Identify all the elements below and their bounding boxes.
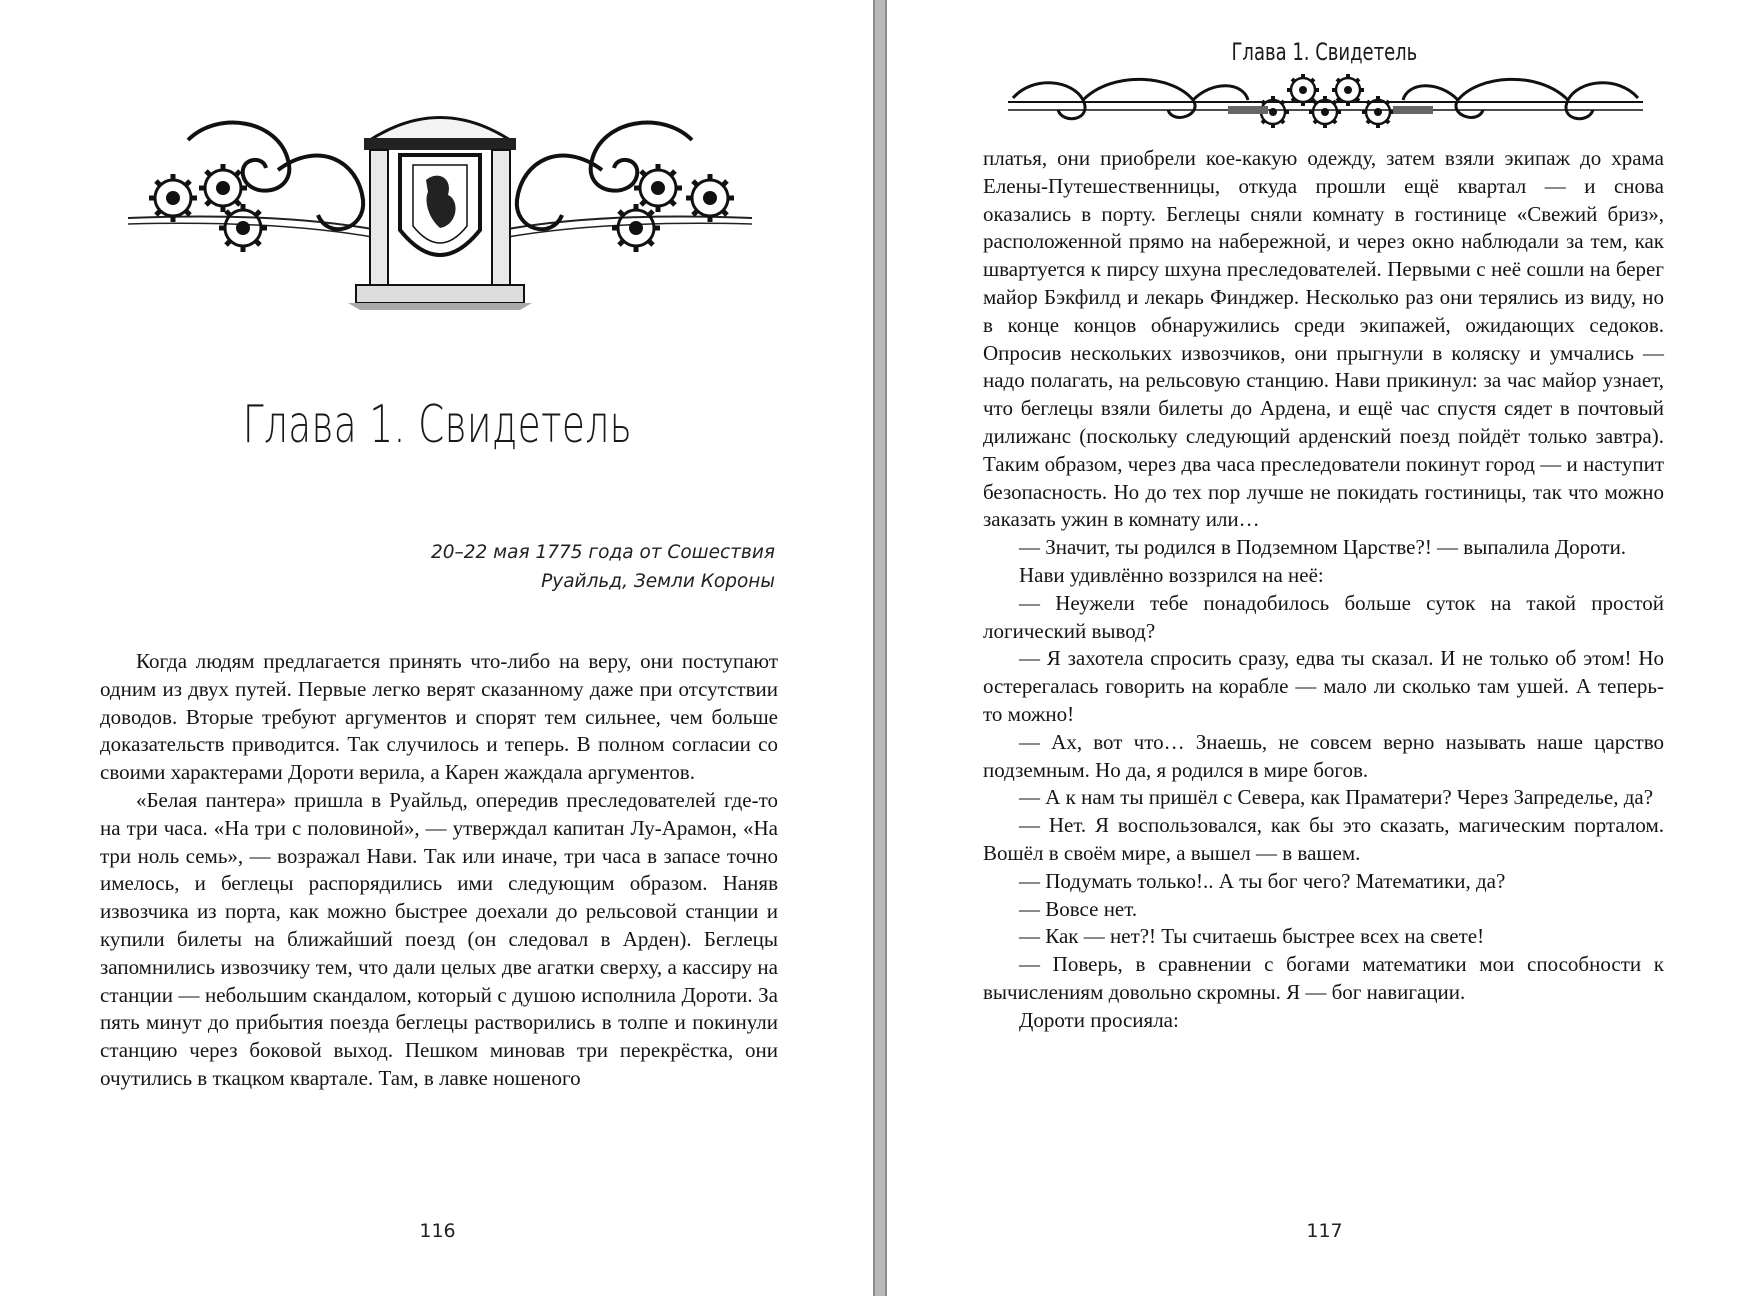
page-number: 117 <box>1306 1220 1343 1242</box>
epigraph-date: 20–22 мая 1775 года от Сошествия <box>430 542 775 563</box>
paragraph: — Нет. Я воспользовался, как бы это сказать, магическим порталом. Вошёл в своём мире, а вышел — в вашем. <box>983 813 1664 865</box>
paragraph: платья, они приобрели кое-какую одежду, затем взяли экипаж до храма Елены-Путешественницы, откуда прошли ещё квартал — и снова оказались в порту. Беглецы сняли комнату в гостинице «Свежий бриз», расположенной прямо на набережной, и через окно наблюдали за тем, как швартуется к пирсу шхуна преследователей. Первыми с неё сошли на берег майор Бэкфилд и лекарь Финджер. Несколько раз они терялись из виду, но в конце концов обнаружились среди экипажей, ожидающих седоков. Опросив нескольких извозчиков, они прыгнули в коляску и умчались — надо полагать, на рельсовую станцию. Нави прикинул: за час майор узнает, что беглецы взяли билеты до Ардена, и ещё час спустя сядет в почтовый дилижанс (поскольку следующий арденский поезд пойдёт только завтра). Таким образом, через два часа преследователи покинут город — и наступит безопасность. Но до тех пор лучше не покидать гостиницы, так что можно заказать ужин в комнату или… <box>983 146 1664 532</box>
paragraph: — Значит, ты родился в Подземном Царстве?! — выпалила Дороти. <box>1019 535 1627 560</box>
left-page <box>0 0 875 1296</box>
paragraph: — Неужели тебе понадобилось больше суток на такой простой логический вывод? <box>983 590 1664 643</box>
page-number: 116 <box>419 1220 456 1242</box>
paragraph: Дороти просияла: <box>1019 1007 1179 1032</box>
chapter-title: Глава 1. Свидетель <box>242 395 633 455</box>
paragraph: — Вовсе нет. <box>1019 896 1138 921</box>
running-head: Глава 1. Свидетель <box>1231 38 1418 66</box>
paragraph: «Белая пантера» пришла в Руайльд, опередив преследователей где-то на три часа. «На три с половиной», — утверждал капитан Лу-Арамон, «На три ноль семь», — возражал Нави. Так или иначе, три часа в запасе точно имелось, и беглецы распорядились ими следующим образом. Наняв извозчика из порта, как можно быстрее доехали до рельсовой станции и купили билеты на ближайший поезд (он следовал в Арден). Беглецы запомнились извозчику тем, что дали целых две агатки сверху, а кассиру на станции — небольшим скандалом, который с душою исполнила Дороти. За пять минут до прибытия поезда беглецы растворились в толпе и покинули станцию через боковой выход. Пешком миновав три перекрёстка, они очутились в ткацком квартале. Там, в лавке ношеного <box>100 787 778 1090</box>
paragraph: — Ах, вот что… Знаешь, не совсем верно называть наше царство подземным. Но да, я родился в мире богов. <box>983 729 1664 782</box>
left-body-text <box>100 648 778 1093</box>
paragraph: — Подумать только!.. А ты бог чего? Математики, да? <box>1019 868 1506 893</box>
epigraph-place: Руайльд, Земли Короны <box>541 571 775 592</box>
paragraph: — Поверь, в сравнении с богами математики мои способности к вычислениям довольно скромны. Я — бог навигации. <box>983 952 1664 1004</box>
paragraph: — Как — нет?! Ты считаешь быстрее всех на свете! <box>1019 924 1485 949</box>
paragraph: Нави удивлённо воззрился на неё: <box>1019 562 1324 587</box>
epigraph <box>431 538 775 596</box>
paragraph: — Я захотела спросить сразу, едва ты сказал. И не только об этом! Но остерегалась говорить на корабле — мало ли сколько там ушей. А теперь-то можно! <box>983 646 1664 726</box>
paragraph: — А к нам ты пришёл с Севера, как Праматери? Через Запределье, да? <box>1019 785 1654 810</box>
chapter-ornament-image <box>128 100 752 310</box>
header-ornament-image <box>1003 70 1648 130</box>
right-body-text <box>983 145 1664 1035</box>
right-page <box>885 0 1760 1296</box>
paragraph: Когда людям предлагается принять что-либо на веру, они поступают одним из двух путей. Первые легко верят сказанному даже при отсутствии доводов. Вторые требуют аргументов и спорят тем сильнее, чем больше доказательств приводится. Так случилось и теперь. В полном согласии со своими характерами Дороти верила, а Карен жаждала аргументов. <box>100 649 778 785</box>
